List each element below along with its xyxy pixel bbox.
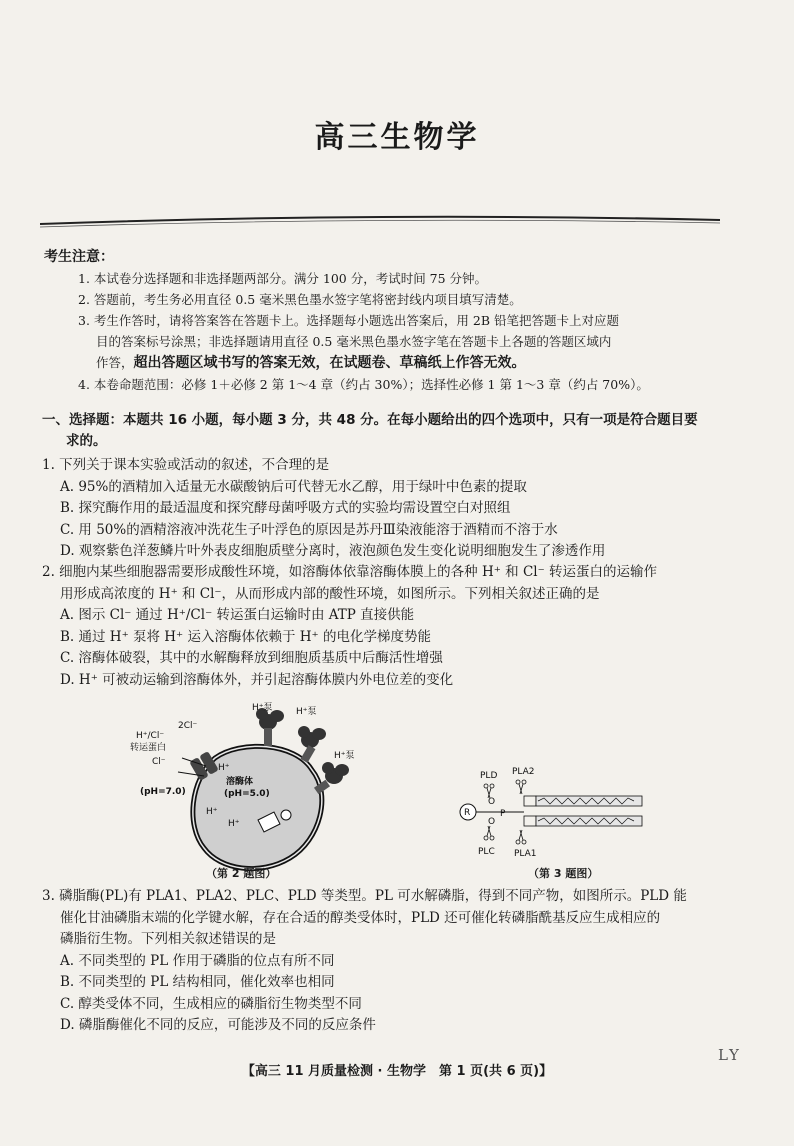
label-2cl: 2Cl⁻ bbox=[178, 721, 198, 731]
section-line-1: 一、选择题：本题共 16 小题，每小题 3 分，共 48 分。在每小题给出的四个选项中，只有一项是符合题目要 bbox=[42, 412, 698, 428]
label-ph-outside: (pH=7.0) bbox=[140, 787, 186, 797]
scissors-pld-icon bbox=[484, 784, 494, 798]
q3-option-d: D. 磷脂酶催化不同的反应，可能涉及不同的反应条件 bbox=[60, 1017, 376, 1033]
label-pump-1: H⁺泵 bbox=[252, 703, 273, 713]
notice-item-3-tail: 作答， bbox=[96, 355, 134, 370]
q1-option-c: C. 用 50%的酒精溶液冲洗花生子叶浮色的原因是苏丹Ⅲ染液能溶于酒精而不溶于水 bbox=[60, 521, 558, 538]
scissors-pla2-icon bbox=[516, 780, 526, 794]
q3-stem-line-2: 催化甘油磷脂末端的化学键水解，存在合适的醇类受体时，PLD 还可催化转磷脂酰基反应生成相应的 bbox=[60, 909, 661, 926]
q1-option-b: B. 探究酶作用的最适温度和探究酵母菌呼吸方式的实验均需设置空白对照组 bbox=[60, 500, 511, 516]
q3-option-a: A. 不同类型的 PL 作用于磷脂的位点有所不同 bbox=[60, 952, 335, 969]
q2-option-c: C. 溶酶体破裂，其中的水解酶释放到细胞质基质中后酶活性增强 bbox=[60, 650, 443, 666]
label-lysosome: 溶酶体 bbox=[226, 777, 254, 787]
q3-option-b: B. 不同类型的 PL 结构相同，催化效率也相同 bbox=[60, 974, 335, 990]
q2-stem-line-2: 用形成高浓度的 H⁺ 和 Cl⁻，从而形成内部的酸性环境，如图所示。下列相关叙述正确的是 bbox=[60, 585, 600, 602]
q1-option-a: A. 95%的酒精加入适量无水碳酸钠后可代替无水乙醇，用于绿叶中色素的提取 bbox=[60, 478, 527, 495]
scissors-plc-icon bbox=[484, 826, 494, 840]
label-transporter-2: 转运蛋白 bbox=[130, 743, 167, 753]
q3-stem-line-3: 磷脂衍生物。下列相关叙述错误的是 bbox=[60, 931, 276, 947]
scissors-pla1-icon bbox=[516, 830, 526, 844]
label-r: R bbox=[464, 808, 471, 818]
q2-stem-line-1: 2. 细胞内某些细胞器需要形成酸性环境，如溶酶体依靠溶酶体膜上的各种 H⁺ 和 Cl⁻ 转运蛋白的运输作 bbox=[42, 564, 658, 580]
question-2 bbox=[42, 562, 732, 691]
corner-mark: LY bbox=[718, 1046, 741, 1064]
notice-item-3-cont2 bbox=[78, 352, 718, 374]
phospholipid-figure bbox=[450, 760, 650, 880]
proton-pump-1 bbox=[256, 708, 284, 746]
q2-option-b: B. 通过 H⁺ 泵将 H⁺ 运入溶酶体依赖于 H⁺ 的电化学梯度势能 bbox=[60, 628, 431, 645]
notice-item-3: 3. 考生作答时，请将答案答在答题卡上。选择题每小题选出答案后，用 2B 铅笔把答题卡上对应题 bbox=[78, 313, 619, 328]
label-ph-inside: (pH=5.0) bbox=[224, 789, 270, 799]
label-plc: PLC bbox=[478, 847, 495, 857]
q2-option-a: A. 图示 Cl⁻ 通过 H⁺/Cl⁻ 转运蛋白运输时由 ATP 直接供能 bbox=[60, 607, 415, 623]
question-3 bbox=[42, 886, 732, 1037]
label-pump-2: H⁺泵 bbox=[296, 707, 317, 717]
notice-heading: 考生注意： bbox=[44, 249, 114, 265]
notice-item-3-cont: 目的答案标号涂黑；非选择题请用直径 0.5 毫米黑色墨水签字笔在答题卡上各题的答题区域内 bbox=[96, 334, 612, 349]
header-rule bbox=[40, 214, 720, 228]
label-pld: PLD bbox=[480, 771, 498, 781]
svg-text:O: O bbox=[488, 797, 496, 807]
label-cl: Cl⁻ bbox=[152, 757, 166, 767]
section-line-2: 求的。 bbox=[66, 433, 107, 449]
lysosome-figure bbox=[120, 700, 380, 880]
label-pla2: PLA2 bbox=[512, 767, 535, 777]
notice-item-1: 1. 本试卷分选择题和非选择题两部分。满分 100 分，考试时间 75 分钟。 bbox=[78, 271, 488, 286]
figure-2-caption: （第 2 题图） bbox=[206, 867, 277, 880]
proton-pump-2 bbox=[298, 726, 326, 763]
label-h-outside: H⁺ bbox=[206, 807, 218, 817]
notice-list bbox=[78, 268, 718, 395]
page-title: 高三生物学 bbox=[314, 120, 480, 155]
notice-item-2: 2. 答题前，考生务必用直径 0.5 毫米黑色墨水签字笔将密封线内项目填写清楚。 bbox=[78, 292, 522, 307]
q3-option-c: C. 醇类受体不同，生成相应的磷脂衍生物类型不同 bbox=[60, 995, 362, 1012]
figure-3-caption: （第 3 题图） bbox=[528, 867, 599, 880]
q2-option-d: D. H⁺ 可被动运输到溶酶体外，并引起溶酶体膜内外电位差的变化 bbox=[60, 671, 454, 688]
label-transporter-1: H⁺/Cl⁻ bbox=[136, 731, 165, 741]
q1-option-d: D. 观察紫色洋葱鳞片叶外表皮细胞质壁分离时，液泡颜色发生变化说明细胞发生了渗透作用 bbox=[60, 543, 606, 559]
notice-emphasis: 超出答题区域书写的答案无效，在试题卷、草稿纸上作答无效。 bbox=[133, 355, 526, 371]
q1-stem: 1. 下列关于课本实验或活动的叙述，不合理的是 bbox=[42, 457, 330, 473]
svg-text:O: O bbox=[488, 817, 496, 827]
q3-stem-line-1: 3. 磷脂酶(PL)有 PLA1、PLA2、PLC、PLD 等类型。PL 可水解磷脂，得到不同产物，如图所示。PLD 能 bbox=[42, 888, 687, 904]
question-1 bbox=[42, 455, 732, 563]
label-pump-3: H⁺泵 bbox=[334, 751, 355, 761]
label-h-inside: H⁺ bbox=[218, 763, 230, 773]
notice-item-4: 4. 本卷命题范围：必修 1＋必修 2 第 1～4 章（约占 30%）；选择性必修 1 第 1～3 章（约占 70%）。 bbox=[78, 377, 649, 392]
svg-text:P: P bbox=[500, 809, 506, 819]
label-h-inside-2: H⁺ bbox=[228, 819, 240, 829]
section-heading bbox=[42, 410, 732, 452]
label-pla1: PLA1 bbox=[514, 849, 537, 859]
page-footer: 【高三 11 月质量检测 · 生物学 第 1 页(共 6 页)】 bbox=[241, 1064, 553, 1079]
